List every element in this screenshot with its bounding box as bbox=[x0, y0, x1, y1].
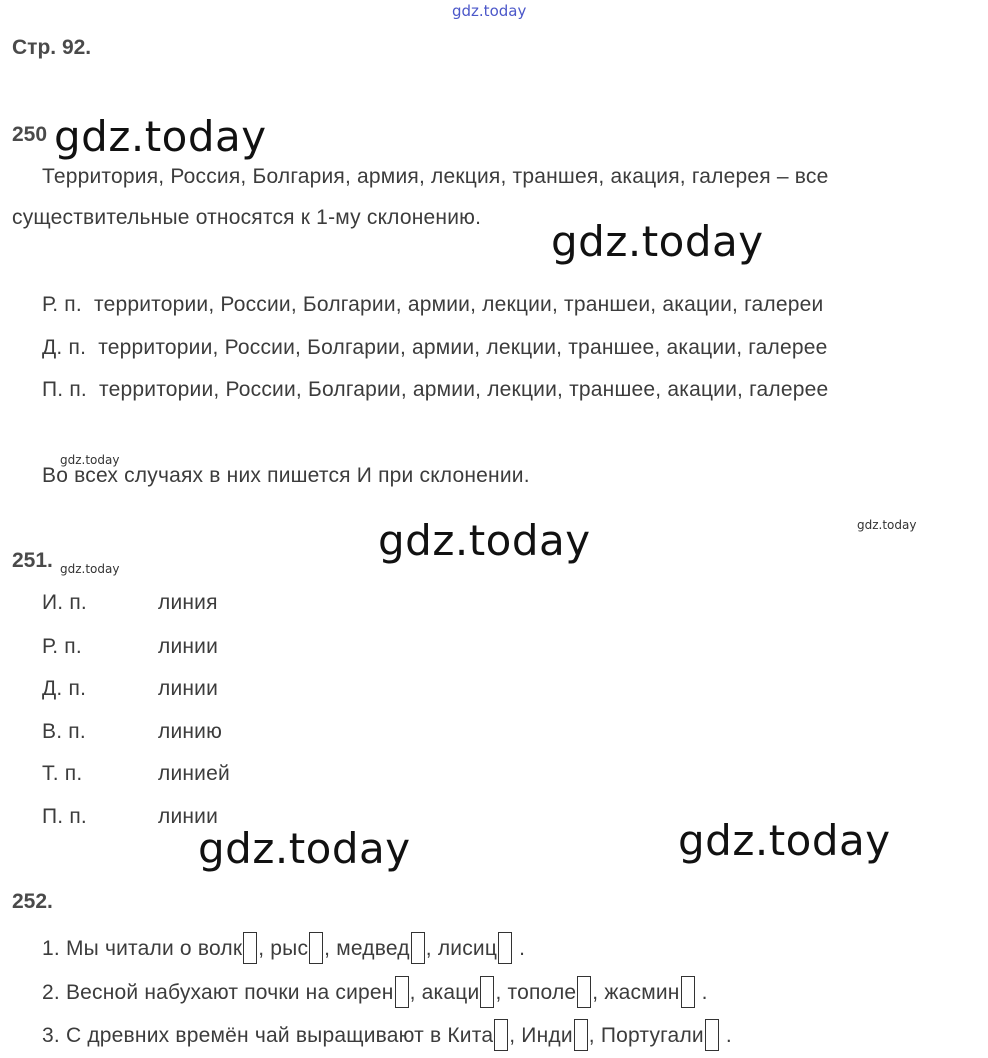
ex251-case-6: П. п. bbox=[42, 805, 87, 828]
ex251-word-5: линией bbox=[158, 762, 230, 785]
watermark-small-2: gdz.today bbox=[857, 518, 917, 532]
watermark-2: gdz.today bbox=[551, 217, 764, 266]
ex250-row-genitive bbox=[42, 293, 823, 317]
watermark-4: gdz.today bbox=[198, 824, 411, 873]
exercise-number-250: 250 bbox=[12, 123, 48, 146]
exercise-number-251: 251. bbox=[12, 549, 53, 572]
sentence-end: . bbox=[701, 981, 708, 1004]
sentence-part: , лисиц bbox=[425, 937, 498, 960]
sentence-part: 2. Весной набухают почки на сирен bbox=[42, 981, 394, 1004]
sentence-part: , жасмин bbox=[592, 981, 680, 1004]
ex251-case-5: Т. п. bbox=[42, 762, 83, 785]
watermark-5: gdz.today bbox=[678, 816, 891, 865]
answer-box bbox=[681, 976, 695, 1008]
ex252-sentence-2 bbox=[42, 976, 708, 1008]
ex250-conclusion: Во всех случаях в них пишется И при склонении. bbox=[42, 464, 530, 487]
ex251-case-1: И. п. bbox=[42, 591, 87, 614]
answer-box bbox=[494, 1019, 508, 1051]
watermark-1: gdz.today bbox=[54, 112, 267, 161]
ex250-row-prepositional bbox=[42, 378, 828, 402]
page-header: Стр. 92. bbox=[12, 36, 92, 59]
sentence-part: 3. С древних времён чай выращивают в Кита bbox=[42, 1024, 494, 1047]
answer-box bbox=[309, 932, 323, 964]
ex250-line1: Территория, Россия, Болгария, армия, лекция, траншея, акация, галерея – все bbox=[42, 165, 829, 188]
ex251-word-2: линии bbox=[158, 635, 219, 658]
sentence-part: 1. Мы читали о волк bbox=[42, 937, 243, 960]
watermark-small-1: gdz.today bbox=[60, 453, 120, 467]
ex251-case-2: Р. п. bbox=[42, 635, 82, 658]
answer-box bbox=[574, 1019, 588, 1051]
ex250-line2: существительные относятся к 1-му склонению. bbox=[12, 206, 482, 229]
sentence-part: , тополе bbox=[495, 981, 577, 1004]
answer-box bbox=[705, 1019, 719, 1051]
case-label: Р. п. bbox=[42, 293, 82, 316]
sentence-part: , рыс bbox=[258, 937, 309, 960]
case-words: территории, России, Болгарии, армии, лекции, траншее, акации, галерее bbox=[99, 378, 829, 401]
ex251-word-1: линия bbox=[158, 591, 218, 614]
ex252-sentence-1 bbox=[42, 932, 525, 964]
ex251-word-3: линии bbox=[158, 677, 219, 700]
answer-box bbox=[480, 976, 494, 1008]
sentence-end: . bbox=[725, 1024, 732, 1047]
case-words: территории, России, Болгарии, армии, лекции, траншеи, акации, галереи bbox=[94, 293, 824, 316]
ex251-case-3: Д. п. bbox=[42, 677, 87, 700]
watermark-small-3: gdz.today bbox=[60, 562, 120, 576]
ex250-row-dative bbox=[42, 336, 828, 360]
ex252-sentence-3 bbox=[42, 1019, 732, 1051]
answer-box bbox=[411, 932, 425, 964]
sentence-end: . bbox=[519, 937, 526, 960]
watermark-top: gdz.today bbox=[452, 2, 527, 20]
answer-box bbox=[498, 932, 512, 964]
ex251-case-4: В. п. bbox=[42, 720, 86, 743]
case-words: территории, России, Болгарии, армии, лекции, траншее, акации, галерее bbox=[98, 336, 828, 359]
watermark-3: gdz.today bbox=[378, 516, 591, 565]
sentence-part: , Португали bbox=[588, 1024, 704, 1047]
sentence-part: , Инди bbox=[509, 1024, 573, 1047]
answer-box bbox=[395, 976, 409, 1008]
ex251-word-6: линии bbox=[158, 805, 219, 828]
sentence-part: , медвед bbox=[324, 937, 410, 960]
case-label: П. п. bbox=[42, 378, 87, 401]
exercise-number-252: 252. bbox=[12, 890, 53, 913]
ex251-word-4: линию bbox=[158, 720, 223, 743]
answer-box bbox=[243, 932, 257, 964]
case-label: Д. п. bbox=[42, 336, 87, 359]
sentence-part: , акаци bbox=[409, 981, 480, 1004]
answer-box bbox=[577, 976, 591, 1008]
